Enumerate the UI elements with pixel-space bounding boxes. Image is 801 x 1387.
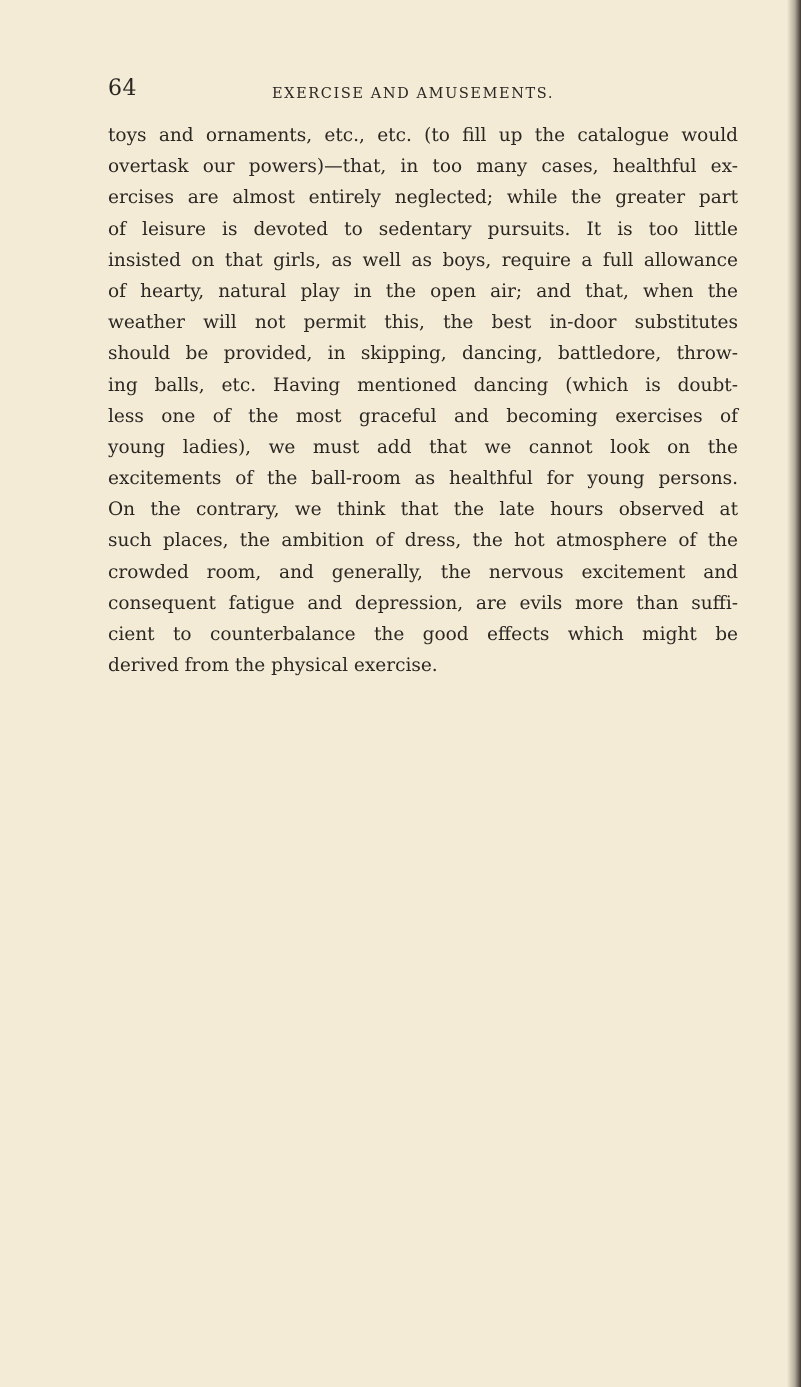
text-line: cient to counterbalance the good effects which might be [108,624,738,645]
text-line: less one of the most graceful and becoming exercises of [108,405,738,427]
text-line: of leisure is devoted to sedentary pursuits. It is too little [108,218,738,240]
text-line: On the contrary, we think that the late hours observed at [108,499,738,521]
text-line: consequent fatigue and depression, are evils more than suffi- [108,592,738,614]
text-line: insisted on that girls, as well as boys, require a full allowance [108,249,738,271]
text-line: toys and ornaments, etc., etc. (to fill up the catalogue would [108,125,738,146]
text-line: excitements of the ball-room as healthful for young persons. [108,468,738,490]
text-line: of hearty, natural play in the open air; and that, when the [108,280,738,302]
text-line: overtask our powers)—that, in too many cases, healthful ex- [108,156,738,178]
page-header [108,76,740,110]
running-title: EXERCISE AND AMUSEMENTS. [272,86,555,102]
text-line: derived from the physical exercise. [108,655,438,677]
body-paragraph [108,120,738,681]
text-line: should be provided, in skipping, dancing, battledore, throw- [108,343,738,365]
text-line: ing balls, etc. Having mentioned dancing (which is doubt- [108,374,738,396]
page-number: 64 [108,76,137,101]
text-line: ercises are almost entirely neglected; while the greater part [108,187,738,209]
text-line: weather will not permit this, the best in-door substitutes [108,312,738,334]
text-line: such places, the ambition of dress, the hot atmosphere of the [108,530,738,552]
text-line: crowded room, and generally, the nervous excitement and [108,561,738,583]
page-edge-shadow [787,0,801,1387]
text-line: young ladies), we must add that we cannot look on the [108,436,738,458]
